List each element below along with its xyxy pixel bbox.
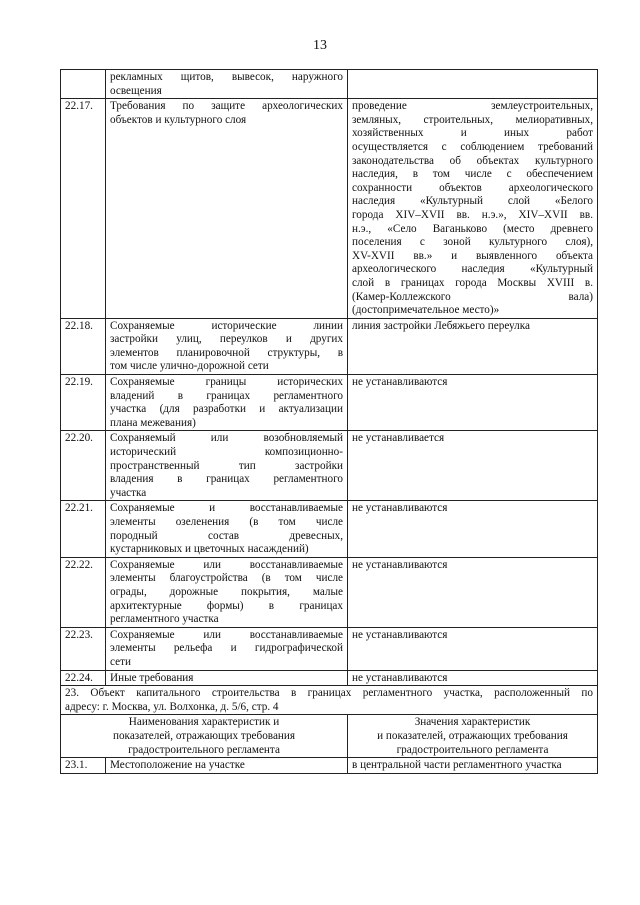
cell-text-line: города XIV–XVII вв. н.э.», XIV–XVII вв. <box>352 208 593 221</box>
cell-text-line: элементы рельефа и гидрографической <box>110 642 343 655</box>
value-cell <box>348 70 598 99</box>
cell-text-line: линия застройки Лебяжьего переулка <box>352 319 530 332</box>
requirement-cell <box>106 99 348 319</box>
cell-text-line: пространственный тип застройки <box>110 459 343 472</box>
cell-text-line: градостроительного регламента <box>396 743 549 756</box>
cell-text-line: Требования по защите археологических <box>110 100 343 113</box>
cell-text-line: Сохраняемые исторические линии <box>110 319 343 332</box>
cell-text-line: Местоположение на участке <box>110 759 245 772</box>
cell-text-line: земляных, строительных, мелиоративных, <box>352 113 593 126</box>
requirement-cell <box>106 627 348 670</box>
cell-text-line: регламентного участка <box>110 613 219 626</box>
requirement-cell <box>106 70 348 99</box>
cell-text-line: (достопримечательное место)» <box>352 304 500 317</box>
cell-text-line: археологического наследия «Культурный <box>352 263 593 276</box>
cell-text-line: элементы благоустройства (в том числе <box>110 572 343 585</box>
cell-text-line: владения в границах регламентного <box>110 473 343 486</box>
cell-text-line: том числе улично-дорожной сети <box>110 360 269 373</box>
cell-text-line: кустарниковых и цветочных насаждений) <box>110 543 309 556</box>
requirement-cell <box>106 501 348 557</box>
cell-text-line: и показателей, отражающих требования <box>377 729 568 742</box>
column-header-row <box>61 715 598 758</box>
requirement-cell <box>106 431 348 501</box>
value-cell <box>348 758 598 774</box>
cell-text-line: Сохраняемые границы исторических <box>110 376 343 389</box>
section-heading-row <box>61 686 598 715</box>
row-number: 22.23. <box>61 627 106 670</box>
cell-text-line: не устанавливаются <box>352 671 448 684</box>
value-cell <box>348 99 598 319</box>
cell-text-line: освещения <box>110 84 162 97</box>
section-heading <box>61 686 598 715</box>
cell-text-line: Сохраняемые или восстанавливаемые <box>110 628 343 641</box>
table-row <box>61 431 598 501</box>
cell-text-line: сохранности объектов археологического <box>352 181 593 194</box>
value-cell <box>348 557 598 627</box>
cell-text-line: поселения с зоной культурного слоя), <box>352 236 593 249</box>
table-row <box>61 99 598 319</box>
row-number: 23.1. <box>61 758 106 774</box>
table-row <box>61 758 598 774</box>
cell-text-line: наследия «Культурный слой «Белого <box>352 195 593 208</box>
cell-text-line: градостроительного регламента <box>128 743 280 756</box>
cell-text-line: элементов планировочной структуры, в <box>110 346 343 359</box>
page-number: 13 <box>313 38 327 53</box>
cell-text-line: законодательства об объектах культурного <box>352 154 593 167</box>
table-row <box>61 670 598 686</box>
requirement-cell <box>106 375 348 431</box>
cell-text-line: элементы озеленения (в том числе <box>110 516 343 528</box>
cell-text-line: сети <box>110 655 131 668</box>
cell-text-line: Значения характеристик <box>414 716 531 729</box>
cell-text-line: (Камер-Коллежского вала) <box>352 290 593 303</box>
cell-text-line: Сохраняемые и восстанавливаемые <box>110 502 343 515</box>
regulation-table <box>60 69 598 774</box>
value-cell <box>348 627 598 670</box>
table-row <box>61 557 598 627</box>
cell-text-line: Иные требования <box>110 671 194 684</box>
row-number: 22.21. <box>61 501 106 557</box>
cell-text-line: наследия, в том числе с обеспечением <box>352 168 593 181</box>
row-number: 22.19. <box>61 375 106 431</box>
requirement-cell <box>106 318 348 374</box>
requirement-cell <box>106 758 348 774</box>
cell-text-line: н.э., «Село Ваганьково (место древнего <box>352 222 593 235</box>
cell-text-line: показателей, отражающих требования <box>112 729 296 742</box>
row-number: 22.24. <box>61 670 106 686</box>
cell-text-line: проведение землеустроительных, <box>352 100 593 113</box>
cell-text-line: Наименования характеристик и <box>128 716 280 729</box>
cell-text-line: в центральной части регламентного участка <box>352 759 562 772</box>
cell-text-line: не устанавливаются <box>352 628 448 641</box>
cell-text-line: не устанавливаются <box>352 558 448 571</box>
cell-text-line: исторический композиционно- <box>110 446 343 459</box>
requirement-cell <box>106 557 348 627</box>
table-row <box>61 318 598 374</box>
cell-text-line: не устанавливаются <box>352 502 448 515</box>
value-cell <box>348 318 598 374</box>
table-row <box>61 627 598 670</box>
cell-text-line: породный состав древесных, <box>110 529 343 542</box>
table-row <box>61 501 598 557</box>
cell-text-line: архитектурные формы) в границах <box>110 599 343 612</box>
row-number: 22.20. <box>61 431 106 501</box>
value-cell <box>348 375 598 431</box>
cell-text-line: слой в границах города Москвы XVIII в. <box>352 276 593 289</box>
cell-text-line: участка <box>110 486 147 499</box>
row-number: 22.17. <box>61 99 106 319</box>
cell-text-line: ограды, дорожные покрытия, малые <box>110 585 343 598</box>
cell-text-line: Сохраняемые или восстанавливаемые <box>110 558 343 571</box>
cell-text-line: не устанавливается <box>352 432 445 445</box>
cell-text-line: не устанавливаются <box>352 376 448 389</box>
cell-text-line: 23. Объект капитального строительства в границах регламентного участка, расположенный по <box>65 687 593 700</box>
value-cell <box>348 431 598 501</box>
cell-text-line: осуществляется с соблюдением требований <box>352 140 593 153</box>
cell-text-line: застройки улиц, переулков и других <box>110 333 343 346</box>
cell-text-line: XV-XVII вв.» и выявленного объекта <box>352 249 593 262</box>
cell-text-line: плана межевания) <box>110 416 196 429</box>
column-header-names <box>61 715 348 758</box>
value-cell <box>348 670 598 686</box>
cell-text-line: объектов и культурного слоя <box>110 113 247 126</box>
cell-text-line: рекламных щитов, вывесок, наружного <box>110 71 343 83</box>
row-number <box>61 70 106 99</box>
value-cell <box>348 501 598 557</box>
cell-text-line: адресу: г. Москва, ул. Волхонка, д. 5/6, стр. 4 <box>65 700 279 713</box>
row-number: 22.22. <box>61 557 106 627</box>
requirement-cell <box>106 670 348 686</box>
cell-text-line: владений в границах регламентного <box>110 389 343 402</box>
table-row <box>61 375 598 431</box>
cell-text-line: Сохраняемый или возобновляемый <box>110 432 343 445</box>
column-header-values <box>348 715 598 758</box>
row-number: 22.18. <box>61 318 106 374</box>
table-row <box>61 70 598 99</box>
cell-text-line: участка (для разработки и актуализации <box>110 403 343 416</box>
cell-text-line: хозяйственных и иных работ <box>352 127 593 140</box>
